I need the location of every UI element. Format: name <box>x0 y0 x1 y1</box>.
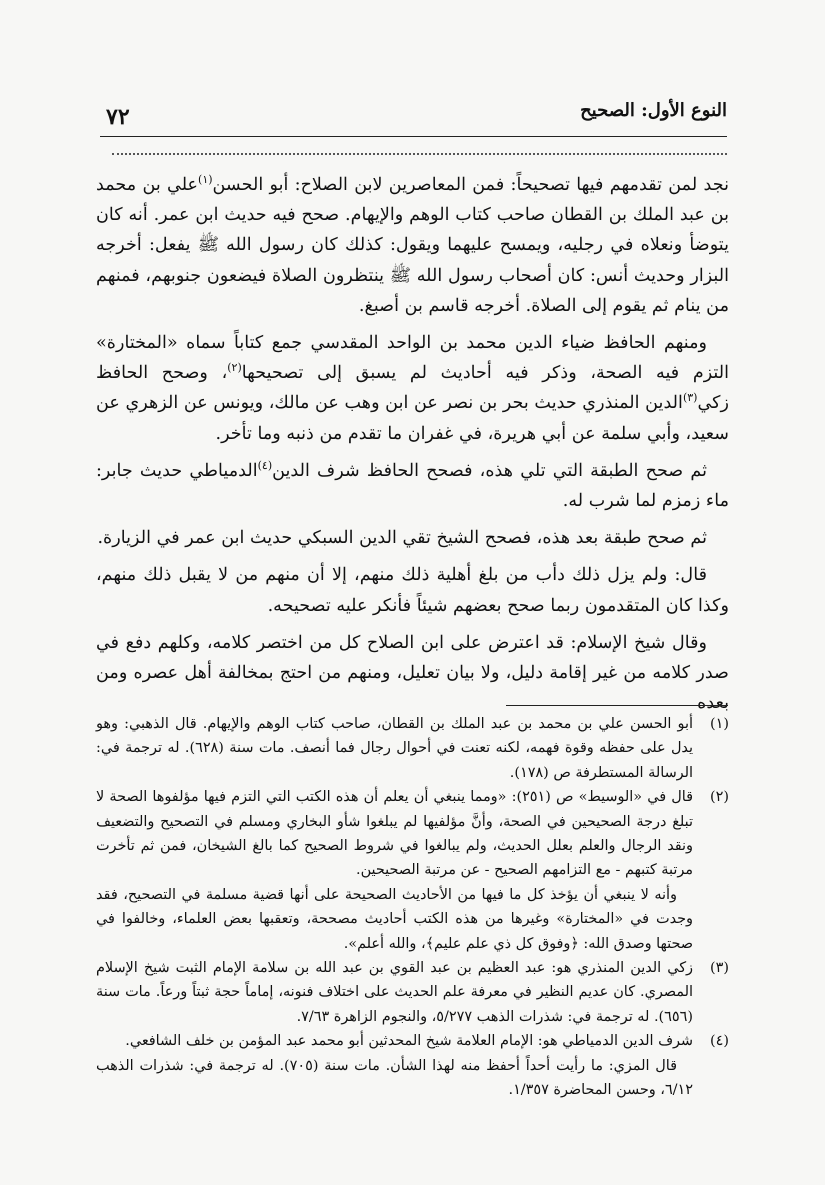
footnote-2 <box>96 785 729 956</box>
footnote-ref-2: (٢) <box>227 361 242 375</box>
footnote-text: شرف الدين الدمياطي هو: الإمام العلامة شيخ المحدثين أبو محمد عبد المؤمن بن خلف الشافعي. <box>125 1033 693 1050</box>
footnote-4 <box>96 1029 729 1102</box>
paragraph-3: ثم صحح الطبقة التي تلي هذه، فصحح الحافظ شرف الدين$^{(٤)}$الدمياطي حديث جابر: ماء زمزم لما شرب له. <box>96 458 729 512</box>
footnote-text: قال في «الوسيط» ص (٢٥١): «ومما ينبغي أن يعلم أن هذه الكتب التي التزم فيها مؤلفوها الصحة لا تبلغ درجة الصحيحين في الصحة، وأنَّ مؤلفيها لم يبلغوا شأو البخاري ومسلم في التصحيح والتضعيف ونقد الرجال والعلم بعلل الحديث، ولم يبالغوا في شروط الصحيح كما بالغ الشيخان، فمن ثم تأخرت مرتبة كتبهم - مع التزامهم الصحيح - عن مرتبة الصحيحين. <box>96 789 694 879</box>
paragraph-2: ومنهم الحافظ ضياء الدين محمد بن الواحد المقدسي جمع كتاباً سماه «المختارة» التزم فيه الصحة، وذكر فيه أحاديث لم يسبق إلى تصحيحها$^{(٢)}$، وصحح الحافظ زكي$^{(٣)}$الدين المنذري حديث بحر بن نصر عن ابن وهب عن مالك، ويونس عن الزهري عن سعيد، وأبي سلمة عن أبي هريرة، في غفران ما تقدم من ذنبه وما تأخر. <box>96 333 729 444</box>
footnote-text: زكي الدين المنذري هو: عبد العظيم بن عبد القوي بن عبد الله بن سلامة الإمام الثبت شيخ الإسلام المصري. كان عديم النظير في معرفة علم الحديث على اختلاف فنونه، إماماً حجة ثبتاً ورعاً. مات سنة (٦٥٦). له ترجمة في: شذرات الذهب ٥/٢٧٧، والنجوم الزاهرة ٧/٦٣. <box>96 960 693 1025</box>
footnote-text: وأنه لا ينبغي أن يؤخذ كل ما فيها من الأحاديث الصحيحة على أنها قضية مسلمة في التصحيح، فقد وجدت في «المختارة» وغيرها من هذه الكتب أحاديث مصححة، وتعقبها بعض العلماء، وخالفوا في صحتها وصدق الله: ﴿وفوق كل ذي علم عليم﴾، والله أعلم». <box>96 886 693 952</box>
dotted-separator <box>112 153 727 155</box>
page-number: ٧٢ <box>106 104 130 130</box>
paragraph-4: ثم صحح طبقة بعد هذه، فصحح الشيخ تقي الدين السبكي حديث ابن عمر في الزيارة. <box>97 528 707 549</box>
chapter-title: النوع الأول: الصحيح <box>580 100 727 121</box>
footnote-text: أبو الحسن علي بن محمد بن عبد الملك بن القطان، صاحب كتاب الوهم والإيهام. قال الذهبي: وهو يدل على حفظه وقوة فهمه، لكنه تعنت في أحوال رجال فما أنصف. مات سنة (٦٢٨). له ترجمة في: الرسالة المستطرفة ص (١٧٨). <box>96 716 693 781</box>
footnote-number: (٢) <box>710 789 729 806</box>
footnote-1 <box>96 712 729 785</box>
footnote-number: (٣) <box>710 960 729 977</box>
footnote-number: (٤) <box>710 1033 729 1050</box>
header-rule <box>100 136 727 137</box>
footnotes <box>96 712 729 1103</box>
paragraph-5: قال: ولم يزل ذلك دأب من بلغ أهلية ذلك منهم، إلا أن منهم من لا يقبل ذلك منهم، وكذا كان المتقدمون ربما صحح بعضهم شيئاً فأنكر عليه تصحيحه. <box>96 565 729 616</box>
footnote-text: قال المزي: ما رأيت أحداً أحفظ منه لهذا الشأن. مات سنة (٧٠٥). له ترجمة في: شذرات الذهب ٦/١٢، وحسن المحاضرة ١/٣٥٧. <box>96 1057 693 1099</box>
footnote-separator <box>506 705 728 706</box>
footnote-3 <box>96 956 729 1029</box>
paragraph-6: وقال شيخ الإسلام: قد اعترض على ابن الصلاح كل من اختصر كلامه، وكلهم دفع في صدر كلامه من غير إقامة دليل، ولا بيان تعليل، ومنهم من احتج بمخالفة أهل عصره ومن بعده <box>96 632 729 714</box>
paragraph-1: نجد لمن تقدمهم فيها تصحيحاً: فمن المعاصرين لابن الصلاح: أبو الحسن$^{(١)}$علي بن محمد بن عبد الملك بن القطان صاحب كتاب الوهم والإيهام. صحح فيه حديث ابن عمر. أنه كان يتوضأ ونعلاه في رجليه، ويمسح عليهما ويقول: كذلك كان رسول الله ﷺ يفعل: أخرجه البزار وحديث أنس: كان أصحاب رسول الله ﷺ ينتظرون الصلاة فيضعون جنوبهم، فمنهم من ينام ثم يقوم إلى الصلاة. أخرجه قاسم بن أصبغ. <box>96 173 729 316</box>
main-text <box>96 170 729 725</box>
footnote-number: (١) <box>710 716 729 732</box>
running-header <box>100 100 727 140</box>
footnote-ref-3: (٣) <box>682 391 698 405</box>
footnote-ref-1: (١) <box>198 173 213 187</box>
footnote-ref-4: (٤) <box>257 458 273 472</box>
